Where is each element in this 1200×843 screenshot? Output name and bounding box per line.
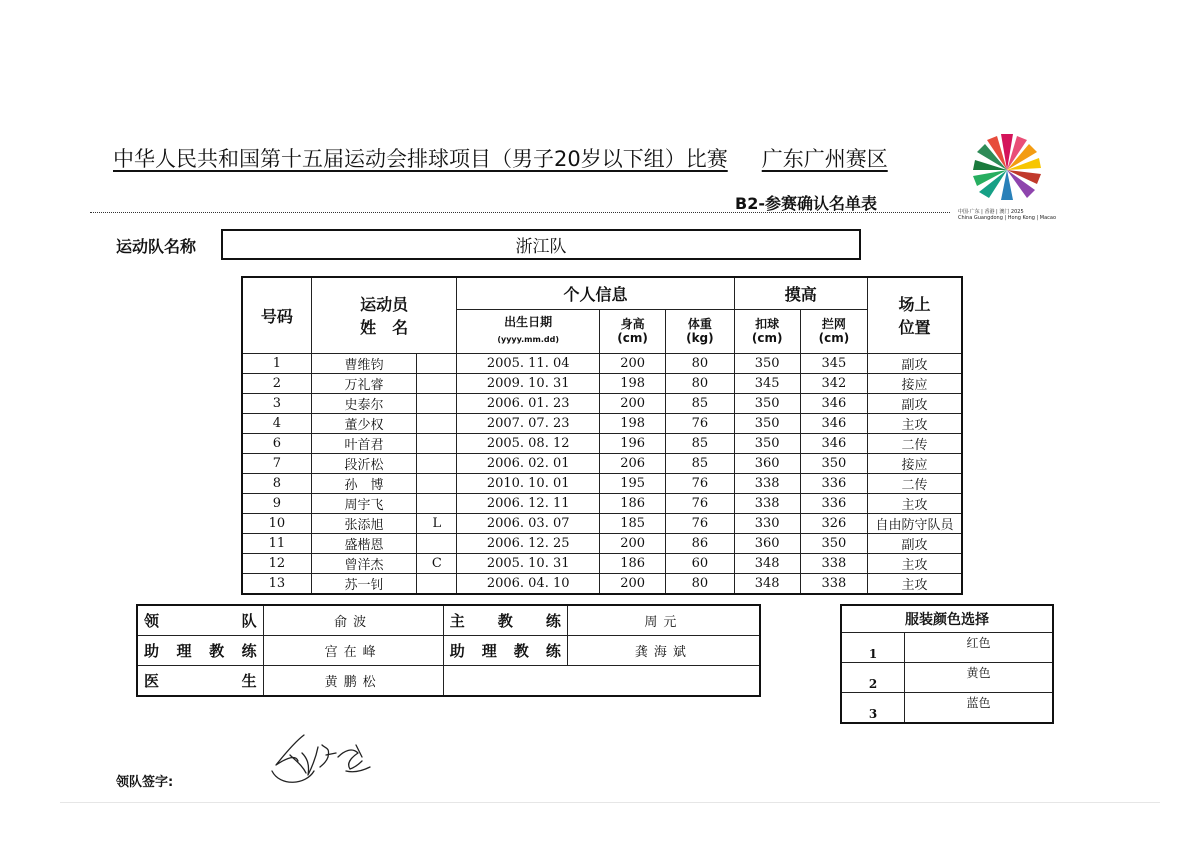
header-weight [666, 309, 734, 353]
cell-block-reach: 346 [800, 393, 867, 413]
cell-height: 200 [599, 533, 665, 553]
team-name-label: 运动队名称 [116, 237, 197, 256]
table-row [242, 573, 962, 594]
cell-height: 196 [599, 433, 665, 453]
cell-number: 12 [242, 553, 311, 573]
cell-block-reach: 336 [800, 493, 867, 513]
cell-role-mark [417, 433, 457, 453]
header-spike-unit: (cm) [751, 331, 783, 345]
cell-role-mark [417, 353, 457, 373]
cell-role-mark [417, 413, 457, 433]
cell-weight: 80 [666, 373, 734, 393]
header-birthdate-label: 出生日期 [504, 315, 553, 329]
header-block-label: 拦网 [821, 317, 846, 331]
cell-height: 206 [599, 453, 665, 473]
cell-spike-reach: 348 [734, 573, 800, 594]
cell-number: 13 [242, 573, 311, 594]
table-row [242, 513, 962, 533]
cell-height: 195 [599, 473, 665, 493]
table-row [242, 473, 962, 493]
cell-spike-reach: 350 [734, 413, 800, 433]
header-height [599, 309, 665, 353]
uniform-color-title: 服装颜色选择 [841, 605, 1053, 633]
cell-number: 11 [242, 533, 311, 553]
cell-birthdate: 2006. 12. 25 [457, 533, 600, 553]
cell-name: 万礼睿 [311, 373, 416, 393]
cell-name: 董少权 [311, 413, 416, 433]
cell-birthdate: 2006. 12. 11 [457, 493, 600, 513]
staff-empty-cell [443, 666, 760, 697]
header-reach: 摸高 [734, 277, 868, 309]
cell-birthdate: 2005. 10. 31 [457, 553, 600, 573]
leader-name: 俞波 [263, 605, 443, 636]
cell-name: 孙 博 [311, 473, 416, 493]
region-text: 广东广州赛区 [761, 147, 888, 171]
head-coach-label: 主教练 [443, 605, 567, 636]
header-athlete-line1: 运动员 [360, 295, 409, 315]
cell-spike-reach: 338 [734, 473, 800, 493]
handwritten-signature [266, 727, 386, 789]
title-text: 中华人民共和国第十五届运动会排球项目（男子20岁以下组）比赛 [113, 147, 728, 171]
cell-number: 2 [242, 373, 311, 393]
header-weight-unit: (kg) [686, 331, 714, 345]
cell-height: 185 [599, 513, 665, 533]
header-position-line1: 场上 [898, 295, 931, 315]
assistant-coach-name-2: 龚海斌 [567, 636, 760, 666]
header-block-unit: (cm) [818, 331, 850, 345]
table-row [242, 453, 962, 473]
table-row [242, 493, 962, 513]
table-row [242, 353, 962, 373]
cell-height: 200 [599, 353, 665, 373]
cell-birthdate: 2005. 11. 04 [457, 353, 600, 373]
head-coach-name: 周元 [567, 605, 760, 636]
cell-role-mark: L [417, 513, 457, 533]
cell-name: 盛楷恩 [311, 533, 416, 553]
table-row [242, 413, 962, 433]
cell-spike-reach: 345 [734, 373, 800, 393]
cell-block-reach: 342 [800, 373, 867, 393]
header-weight-label: 体重 [687, 317, 712, 331]
cell-role-mark [417, 393, 457, 413]
cell-role-mark [417, 493, 457, 513]
cell-block-reach: 350 [800, 453, 867, 473]
table-row [242, 533, 962, 553]
cell-weight: 85 [666, 433, 734, 453]
cell-position: 副攻 [868, 533, 962, 553]
cell-weight: 60 [666, 553, 734, 573]
cell-name: 曹维钧 [311, 353, 416, 373]
cell-position: 接应 [868, 453, 962, 473]
cell-height: 200 [599, 393, 665, 413]
cell-height: 198 [599, 373, 665, 393]
team-name-field: 浙江队 [221, 229, 861, 260]
cell-position: 主攻 [868, 553, 962, 573]
roster-body [242, 353, 962, 594]
cell-position: 副攻 [868, 393, 962, 413]
cell-block-reach: 346 [800, 413, 867, 433]
cell-height: 186 [599, 493, 665, 513]
uniform-option-number: 1 [841, 633, 905, 663]
cell-spike-reach: 338 [734, 493, 800, 513]
header-spike [734, 309, 800, 353]
cell-spike-reach: 350 [734, 433, 800, 453]
logo-caption-cn: 中国·广东 | 香港 | 澳门 2025 [958, 209, 1024, 215]
cell-role-mark [417, 473, 457, 493]
header-height-unit: (cm) [617, 331, 648, 345]
header-birthdate-format: (yyyy.mm.dd) [497, 335, 559, 344]
cell-height: 198 [599, 413, 665, 433]
cell-name: 苏一钊 [311, 573, 416, 594]
leader-label: 领队 [137, 605, 263, 636]
cell-weight: 80 [666, 353, 734, 373]
cell-name: 段沂松 [311, 453, 416, 473]
cell-position: 二传 [868, 473, 962, 493]
doctor-name: 黄鹏松 [263, 666, 443, 697]
cell-name: 叶首君 [311, 433, 416, 453]
cell-block-reach: 345 [800, 353, 867, 373]
logo-caption [958, 209, 1056, 221]
uniform-option-number: 3 [841, 693, 905, 724]
table-row [242, 553, 962, 573]
cell-position: 接应 [868, 373, 962, 393]
header-height-label: 身高 [620, 317, 645, 331]
uniform-option-color: 黄色 [905, 663, 1054, 693]
cell-birthdate: 2006. 01. 23 [457, 393, 600, 413]
cell-weight: 76 [666, 493, 734, 513]
assistant-coach-label-2: 助理教练 [443, 636, 567, 666]
cell-name: 周宇飞 [311, 493, 416, 513]
cell-number: 3 [242, 393, 311, 413]
cell-birthdate: 2006. 04. 10 [457, 573, 600, 594]
cell-block-reach: 338 [800, 553, 867, 573]
cell-weight: 76 [666, 413, 734, 433]
cell-number: 4 [242, 413, 311, 433]
cell-role-mark [417, 373, 457, 393]
cell-birthdate: 2006. 03. 07 [457, 513, 600, 533]
header-athlete [311, 277, 457, 353]
cell-weight: 86 [666, 533, 734, 553]
cell-spike-reach: 360 [734, 533, 800, 553]
cell-spike-reach: 350 [734, 353, 800, 373]
uniform-option-number: 2 [841, 663, 905, 693]
cell-height: 186 [599, 553, 665, 573]
cell-position: 自由防守队员 [868, 513, 962, 533]
header-spike-label: 扣球 [755, 317, 780, 331]
cell-birthdate: 2007. 07. 23 [457, 413, 600, 433]
cell-spike-reach: 360 [734, 453, 800, 473]
staff-table [136, 604, 761, 697]
form-name: B2-参赛确认名单表 [735, 194, 877, 213]
table-row [242, 433, 962, 453]
cell-weight: 76 [666, 473, 734, 493]
header-birthdate [457, 309, 600, 353]
cell-number: 9 [242, 493, 311, 513]
cell-spike-reach: 330 [734, 513, 800, 533]
header-position-line2: 位置 [898, 318, 931, 338]
signature-label: 领队签字: [116, 775, 174, 790]
logo-caption-en: China Guangdong | Hong Kong | Macao [958, 215, 1057, 221]
cell-position: 二传 [868, 433, 962, 453]
cell-position: 副攻 [868, 353, 962, 373]
header-personal-info: 个人信息 [457, 277, 734, 309]
doctor-label: 医生 [137, 666, 263, 697]
cell-weight: 76 [666, 513, 734, 533]
cell-number: 10 [242, 513, 311, 533]
roster-table [241, 276, 963, 595]
cell-position: 主攻 [868, 413, 962, 433]
cell-role-mark [417, 453, 457, 473]
cell-position: 主攻 [868, 493, 962, 513]
cell-number: 7 [242, 453, 311, 473]
cell-number: 6 [242, 433, 311, 453]
cell-number: 8 [242, 473, 311, 493]
cell-role-mark: C [417, 553, 457, 573]
cell-spike-reach: 348 [734, 553, 800, 573]
cell-role-mark [417, 533, 457, 553]
table-row [242, 373, 962, 393]
uniform-option-color: 蓝色 [905, 693, 1054, 724]
cell-weight: 80 [666, 573, 734, 594]
header-number: 号码 [242, 277, 311, 353]
header-position [868, 277, 962, 353]
assistant-coach-name-1: 宫在峰 [263, 636, 443, 666]
uniform-color-table [840, 604, 1054, 724]
cell-position: 主攻 [868, 573, 962, 594]
cell-spike-reach: 350 [734, 393, 800, 413]
cell-birthdate: 2005. 08. 12 [457, 433, 600, 453]
cell-block-reach: 346 [800, 433, 867, 453]
cell-role-mark [417, 573, 457, 594]
cell-block-reach: 338 [800, 573, 867, 594]
cell-block-reach: 326 [800, 513, 867, 533]
cell-block-reach: 336 [800, 473, 867, 493]
cell-block-reach: 350 [800, 533, 867, 553]
header-block [800, 309, 867, 353]
header-athlete-line2: 姓 名 [360, 318, 409, 338]
cell-number: 1 [242, 353, 311, 373]
cell-birthdate: 2009. 10. 31 [457, 373, 600, 393]
cell-birthdate: 2006. 02. 01 [457, 453, 600, 473]
cell-weight: 85 [666, 393, 734, 413]
dotted-divider [90, 212, 950, 213]
scan-edge-line [60, 802, 1160, 803]
document-title [113, 143, 888, 173]
cell-name: 曾洋杰 [311, 553, 416, 573]
cell-height: 200 [599, 573, 665, 594]
assistant-coach-label-1: 助理教练 [137, 636, 263, 666]
cell-birthdate: 2010. 10. 01 [457, 473, 600, 493]
cell-weight: 85 [666, 453, 734, 473]
uniform-option-color: 红色 [905, 633, 1054, 663]
table-row [242, 393, 962, 413]
cell-name: 张添旭 [311, 513, 416, 533]
cell-name: 史泰尔 [311, 393, 416, 413]
